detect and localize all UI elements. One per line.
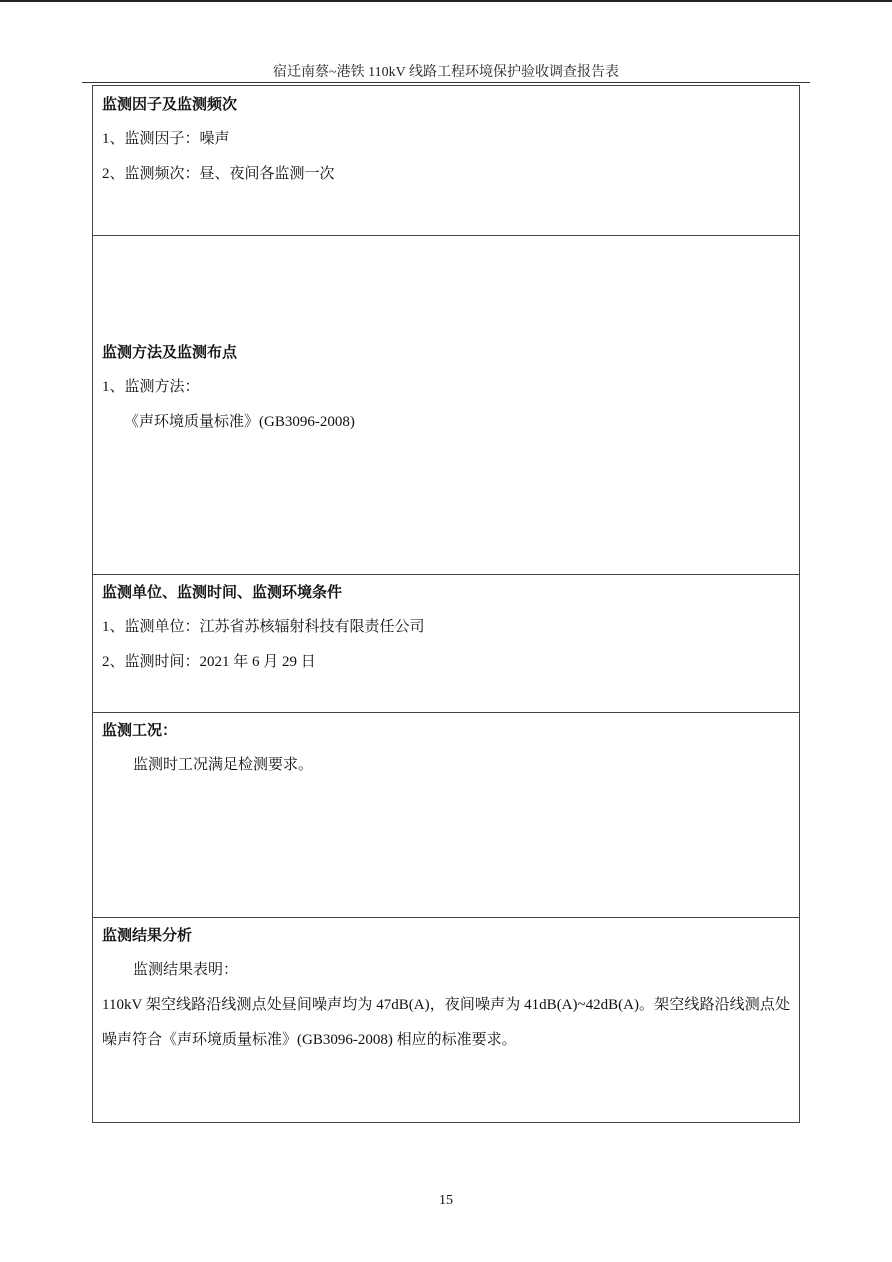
section-title: 监测方法及监测布点 (102, 343, 238, 361)
unit-line: 1、监测单位：江苏省苏核辐射科技有限责任公司 (102, 619, 425, 635)
frequency-line: 2、监测频次：昼、夜间各监测一次 (102, 166, 335, 182)
page-header-title: 宿迁南蔡~港铁 110kV 线路工程环境保护验收调查报告表 (273, 65, 619, 80)
time-line: 2、监测时间：2021 年 6 月 29 日 (102, 654, 316, 670)
factor-line: 1、监测因子：噪声 (102, 131, 230, 147)
page-top-border (0, 0, 892, 2)
section-monitoring-factors (93, 86, 799, 236)
section-title: 监测结果分析 (102, 926, 193, 944)
condition-line: 监测时工况满足检测要求。 (133, 757, 314, 773)
standard-line: 《声环境质量标准》(GB3096-2008) (124, 414, 355, 430)
section-results-analysis (93, 918, 799, 1122)
page-number: 15 (439, 1193, 453, 1208)
section-title: 监测工况： (102, 721, 178, 739)
method-line: 1、监测方法： (102, 379, 200, 395)
section-monitoring-method (93, 236, 799, 575)
header-rule (82, 82, 810, 83)
section-title: 监测因子及监测频次 (102, 95, 238, 113)
report-table (92, 85, 800, 1123)
section-monitoring-unit (93, 575, 799, 713)
section-operating-condition (93, 713, 799, 918)
results-paragraph: 110kV 架空线路沿线测点处昼间噪声均为 47dB(A)，夜间噪声为 41dB(A)~42dB(A)。架空线路沿线测点处噪声符合《声环境质量标准》(GB3096-2008) 相应的标准要求。 (102, 997, 790, 1048)
results-intro: 监测结果表明： (133, 962, 239, 978)
section-title: 监测单位、监测时间、监测环境条件 (102, 583, 343, 601)
